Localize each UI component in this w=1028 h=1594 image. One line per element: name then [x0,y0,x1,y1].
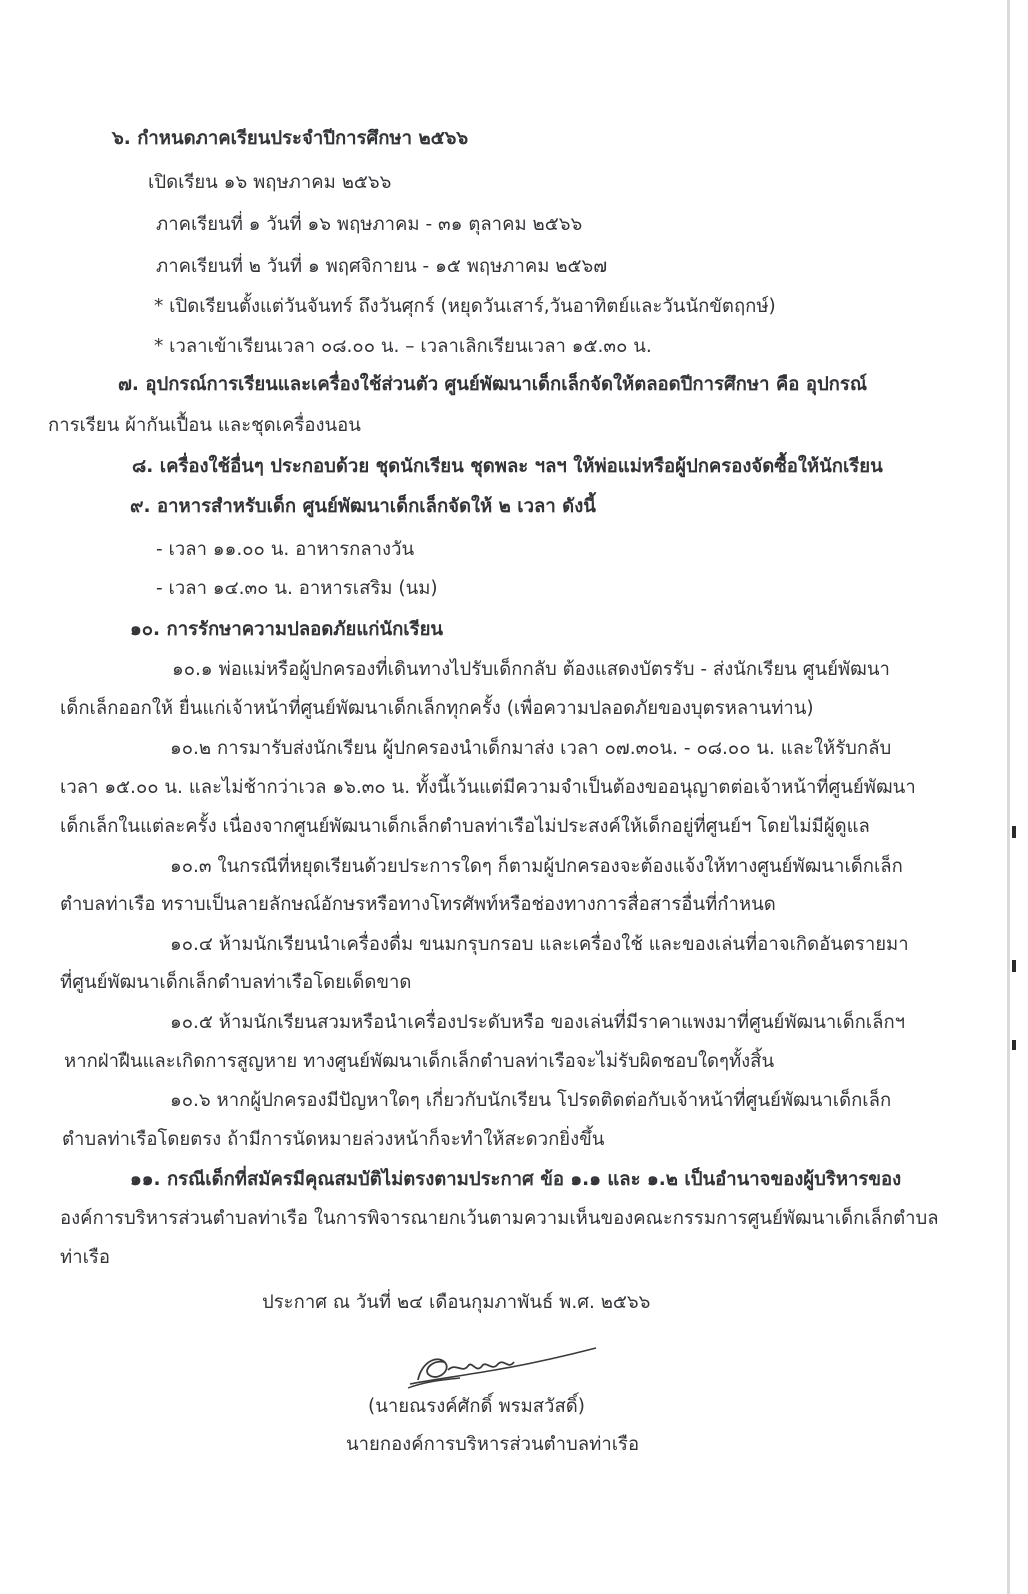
scan-speck [1012,960,1016,972]
heading-item-9: ๙. อาหารสำหรับเด็ก ศูนย์พัฒนาเด็กเล็กจัดให้ ๒ เวลา ดังนี้ [130,496,596,517]
clause-10-1: ๑๐.๑ พ่อแม่หรือผู้ปกครองที่เดินทางไปรับเด็กกลับ ต้องแสดงบัตรรับ - ส่งนักเรียน ศูนย์พัฒนา [172,659,890,680]
text-line: ตำบลท่าเรือโดยตรง ถ้ามีการนัดหมายล่วงหน้าก็จะทำให้สะดวกยิ่งขึ้น [62,1129,605,1150]
clause-10-5: ๑๐.๕ ห้ามนักเรียนสวมหรือนำเครื่องประดับหรือ ของเล่นที่มีราคาแพงมาที่ศูนย์พัฒนาเด็กเล็กฯ [170,1012,906,1033]
scan-speck [1012,826,1016,838]
text-line: เวลา ๑๕.๐๐ น. และไม่ช้ากว่าเวล ๑๖.๓๐ น. ทั้งนี้เว้นแต่มีความจำเป็นต้องขออนุญาตต่อเจ้าหน้าที่ศูนย์พัฒนา [60,777,916,798]
heading-item-10: ๑๐. การรักษาความปลอดภัยแก่นักเรียน [130,619,444,640]
heading-item-8: ๘. เครื่องใช้อื่นๆ ประกอบด้วย ชุดนักเรียน ชุดพละ ฯลฯ ให้พ่อแม่หรือผู้ปกครองจัดซื้อให้นักเรียน [132,456,883,477]
heading-item-11: ๑๑. กรณีเด็กที่สมัครมีคุณสมบัติไม่ตรงตามประกาศ ข้อ ๑.๑ และ ๑.๒ เป็นอำนาจของผู้บริหารของ [130,1169,902,1190]
text-line: หากฝ่าฝืนและเกิดการสูญหาย ทางศูนย์พัฒนาเด็กเล็กตำบลท่าเรือจะไม่รับผิดชอบใดๆทั้งสิ้น [64,1051,775,1072]
scan-speck [1012,1040,1016,1050]
text-line: การเรียน ผ้ากันเปื้อน และชุดเครื่องนอน [48,415,361,436]
note-line: * เปิดเรียนตั้งแต่วันจันทร์ ถึงวันศุกร์ (หยุดวันเสาร์,วันอาทิตย์และวันนักขัตฤกษ์) [154,296,776,317]
text-line: ที่ศูนย์พัฒนาเด็กเล็กตำบลท่าเรือโดยเด็ดขาด [60,972,412,993]
text-line: องค์การบริหารส่วนตำบลท่าเรือ ในการพิจารณายกเว้นตามความเห็นของคณะกรรมการศูนย์พัฒนาเด็กเล็กตำบล [60,1208,939,1229]
text-line: ท่าเรือ [60,1247,110,1268]
heading-item-7: ๗. อุปกรณ์การเรียนและเครื่องใช้ส่วนตัว ศูนย์พัฒนาเด็กเล็กจัดให้ตลอดปีการศึกษา คือ อุปกรณ์ [118,374,867,395]
text-line: เด็กเล็กในแต่ละครั้ง เนื่องจากศูนย์พัฒนาเด็กเล็กตำบลท่าเรือไม่ประสงค์ให้เด็กอยู่ที่ศูนย์ฯ โดยไม่มีผู้ดูแล [60,816,870,837]
note-line: * เวลาเข้าเรียนเวลา ๐๘.๐๐ น. – เวลาเลิกเรียนเวลา ๑๕.๓๐ น. [154,336,652,357]
text-line: เด็กเล็กออกให้ ยื่นแก่เจ้าหน้าที่ศูนย์พัฒนาเด็กเล็กทุกครั้ง (เพื่อความปลอดภัยของบุตรหลานท่าน) [60,698,814,719]
clause-10-2: ๑๐.๒ การมารับส่งนักเรียน ผู้ปกครองนำเด็กมาส่ง เวลา ๐๗.๓๐น. - ๐๘.๐๐ น. และให้รับกลับ [170,738,892,759]
text-line: ภาคเรียนที่ ๑ วันที่ ๑๖ พฤษภาคม - ๓๑ ตุลาคม ๒๕๖๖ [156,214,583,235]
heading-item-6: ๖. กำหนดภาคเรียนประจำปีการศึกษา ๒๕๖๖ [112,128,469,149]
list-item: - เวลา ๑๑.๐๐ น. อาหารกลางวัน [156,539,415,560]
scan-edge [1007,0,1010,1594]
text-line: ภาคเรียนที่ ๒ วันที่ ๑ พฤศจิกายน - ๑๕ พฤษภาคม ๒๕๖๗ [156,256,608,277]
text-line: ตำบลท่าเรือ ทราบเป็นลายลักษณ์อักษรหรือทางโทรศัพท์หรือช่องทางการสื่อสารอื่นที่กำหนด [60,894,776,915]
clause-10-4: ๑๐.๔ ห้ามนักเรียนนำเครื่องดื่ม ขนมกรุบกรอบ และเครื่องใช้ และของเล่นที่อาจเกิดอันตรายมา [170,934,909,955]
list-item: - เวลา ๑๔.๓๐ น. อาหารเสริม (นม) [156,578,438,599]
signer-name: (นายณรงค์ศักดิ์ พรมสวัสดิ์) [368,1396,585,1417]
clause-10-6: ๑๐.๖ หากผู้ปกครองมีปัญหาใดๆ เกี่ยวกับนักเรียน โปรดติดต่อกับเจ้าหน้าที่ศูนย์พัฒนาเด็กเล็ก [170,1090,892,1111]
announce-date: ประกาศ ณ วันที่ ๒๔ เดือนกุมภาพันธ์ พ.ศ. ๒๕๖๖ [262,1292,651,1313]
text-line: เปิดเรียน ๑๖ พฤษภาคม ๒๕๖๖ [148,172,392,193]
signer-title: นายกองค์การบริหารส่วนตำบลท่าเรือ [346,1434,640,1455]
signature [400,1340,600,1396]
clause-10-3: ๑๐.๓ ในกรณีที่หยุดเรียนด้วยประการใดๆ ก็ตามผู้ปกครองจะต้องแจ้งให้ทางศูนย์พัฒนาเด็กเล็ก [170,856,903,877]
